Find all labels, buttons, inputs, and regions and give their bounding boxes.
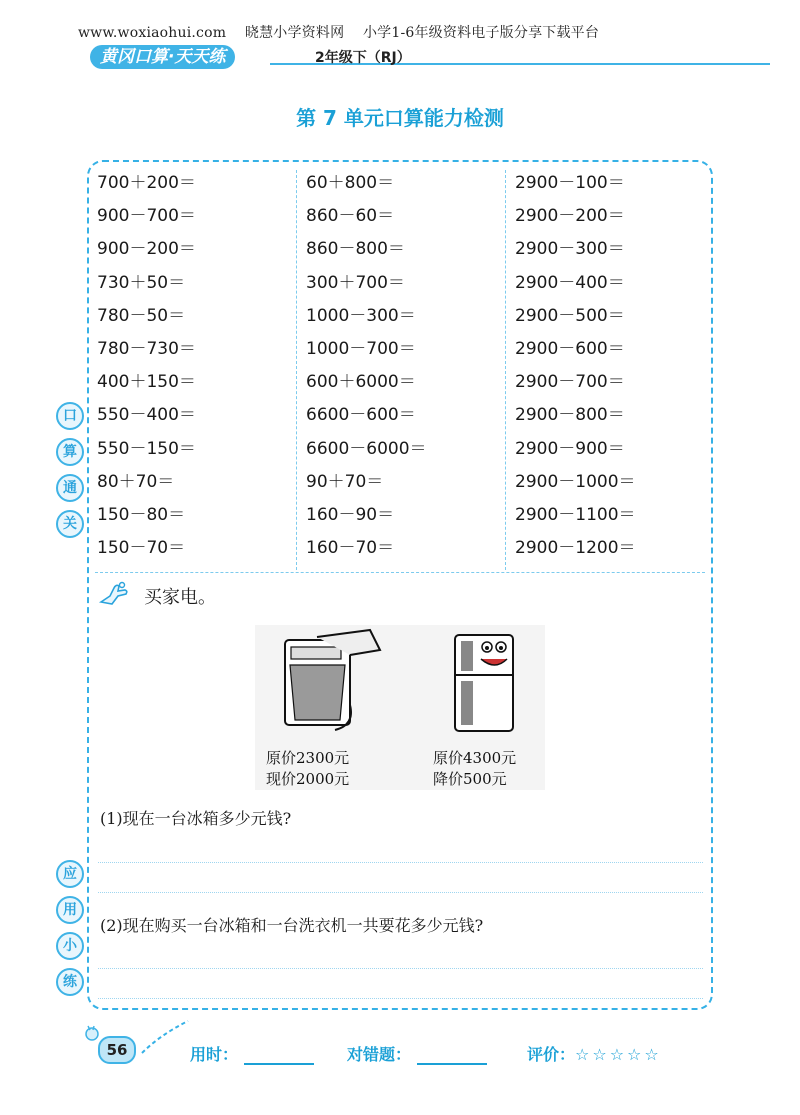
calc-item: 2900－400＝ [515,272,625,293]
side-tab-char: 用 [56,896,84,924]
calc-item: 400＋150＝ [97,372,196,393]
rating-field [527,1042,662,1065]
brand-logo: 黄冈口算·天天练 [90,45,235,69]
calc-item: 150－70＝ [97,538,186,559]
fridge-discount: 降价500元 [433,770,507,788]
side-tab-char: 小 [56,932,84,960]
column-divider [505,170,506,570]
calc-item: 1000－700＝ [306,338,416,359]
calc-item: 160－70＝ [306,538,395,559]
correct-field [347,1042,487,1065]
calc-column-3 [515,170,636,568]
calc-item: 860－800＝ [306,239,405,260]
calc-item: 2900－1000＝ [515,471,636,492]
calc-item: 60＋800＝ [306,173,395,193]
correct-label: 对错题： [347,1045,412,1064]
refrigerator-icon [455,635,513,731]
time-label: 用时： [190,1045,239,1064]
calc-item: 780－50＝ [97,305,186,326]
fridge-original-price: 原价4300元 [433,749,517,767]
answer-line[interactable] [98,968,703,969]
side-tab-apply [56,860,82,1004]
time-field [190,1042,314,1065]
pointing-hand-icon [98,580,130,608]
calc-item: 160－90＝ [306,504,395,525]
side-tab-oral [56,402,82,546]
brand-bar [70,45,770,69]
calc-item: 6600－600＝ [306,405,416,426]
side-tab-char: 关 [56,510,84,538]
calc-item: 900－700＝ [97,206,196,227]
column-divider [296,170,297,570]
section-divider [95,572,705,573]
calc-item: 600＋6000＝ [306,372,416,393]
calc-item: 550－400＝ [97,405,196,426]
calc-item: 900－200＝ [97,239,196,260]
side-tab-char: 通 [56,474,84,502]
calc-item: 300＋700＝ [306,272,405,293]
washing-machine-icon [285,630,380,730]
calc-item: 2900－1200＝ [515,538,636,559]
question-1: (1)现在一台冰箱多少元钱? [100,809,292,828]
question-2: (2)现在购买一台冰箱和一台洗衣机一共要花多少元钱? [100,916,484,935]
site-header [78,22,613,42]
calc-item: 2900－300＝ [515,239,625,260]
side-tab-char: 口 [56,402,84,430]
side-tab-char: 练 [56,968,84,996]
washer-current-price: 现价2000元 [266,770,350,788]
side-tab-char: 应 [56,860,84,888]
problem-title: 买家电。 [144,587,216,608]
calc-item: 1000－300＝ [306,305,416,326]
calc-item: 700＋200＝ [97,173,196,193]
calc-item: 730＋50＝ [97,272,186,293]
grade-label: 2年级下（RJ） [315,50,411,66]
calc-column-2 [306,170,427,568]
calc-item: 780－730＝ [97,338,196,359]
site-slogan: 小学1-6年级资料电子版分享下载平台 [362,25,600,41]
page-title: 第 7 单元口算能力检测 [296,106,504,130]
site-name: 晓慧小学资料网 [244,25,345,41]
page-number: 56 [98,1036,136,1064]
calc-item: 2900－900＝ [515,438,625,459]
calc-item: 2900－600＝ [515,338,625,359]
calc-item: 2900－200＝ [515,206,625,227]
calc-item: 2900－100＝ [515,173,625,193]
calc-item: 80＋70＝ [97,471,175,492]
calc-item: 90＋70＝ [306,471,384,492]
rating-label: 评价： [527,1045,576,1064]
time-blank[interactable] [244,1049,314,1065]
calc-item: 2900－1100＝ [515,504,636,525]
answer-line[interactable] [98,998,703,999]
correct-blank[interactable] [417,1049,487,1065]
calc-item: 550－150＝ [97,438,196,459]
answer-line[interactable] [98,892,703,893]
calc-item: 6600－6000＝ [306,438,427,459]
washer-price [266,748,349,790]
rating-stars[interactable]: ☆☆☆☆☆ [575,1045,662,1064]
calc-item: 150－80＝ [97,504,186,525]
fridge-price [433,748,516,790]
calc-item: 2900－700＝ [515,372,625,393]
answer-line[interactable] [98,862,703,863]
calc-item: 2900－500＝ [515,305,625,326]
washer-original-price: 原价2300元 [266,749,350,767]
calc-item: 860－60＝ [306,206,395,227]
calc-item: 2900－800＝ [515,405,625,426]
site-url: www.woxiaohui.com [78,25,227,41]
calc-column-1 [97,170,196,568]
side-tab-char: 算 [56,438,84,466]
